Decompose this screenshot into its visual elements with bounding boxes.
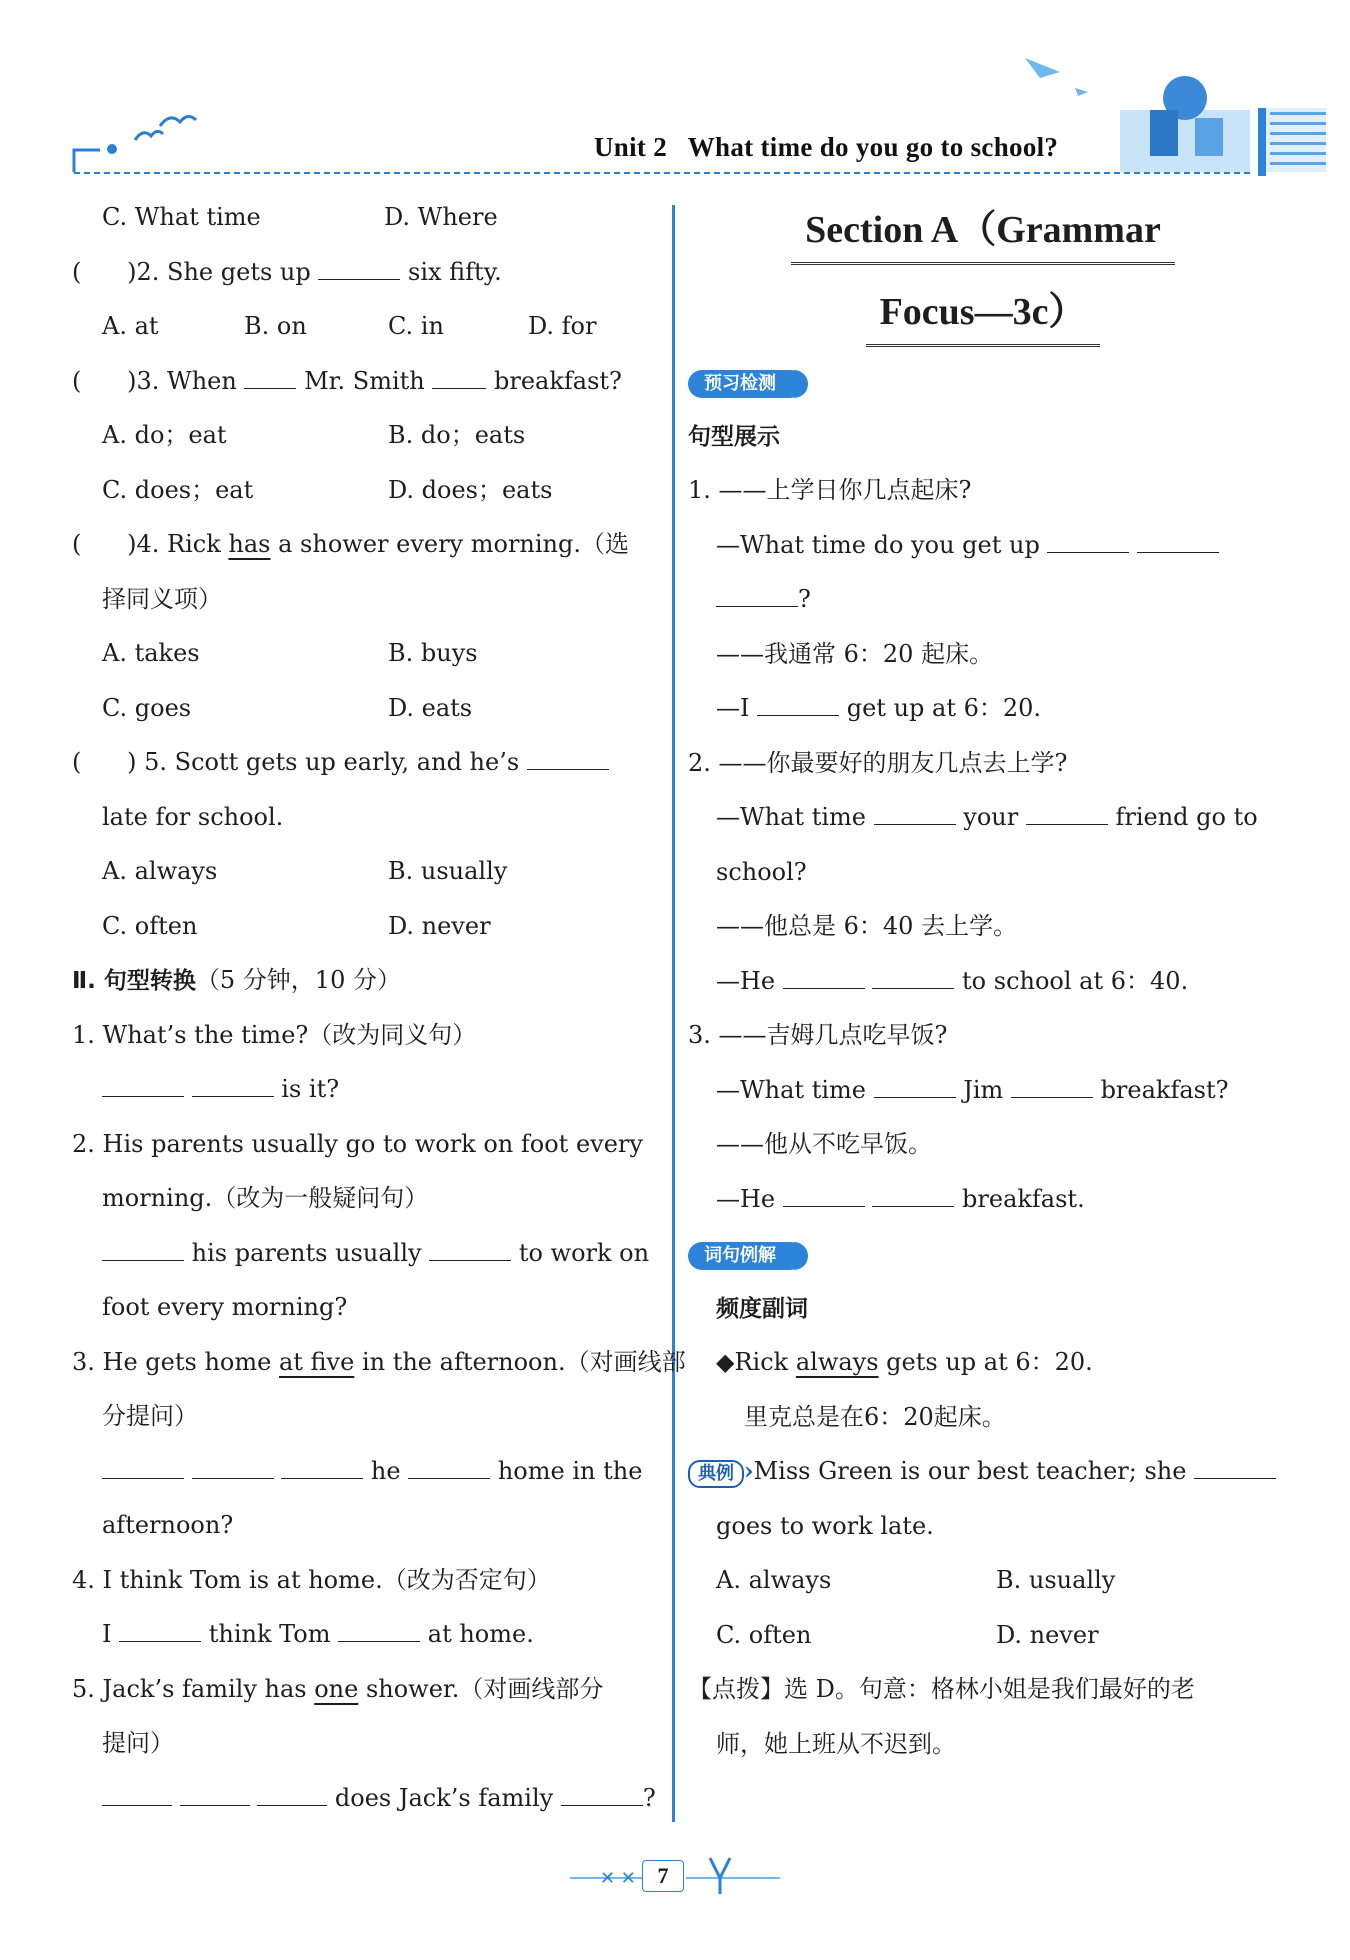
question-line	[72, 1171, 662, 1226]
text-fragment: Jim	[955, 1075, 1011, 1104]
answer-blank[interactable]	[1137, 534, 1219, 553]
question-line	[72, 1062, 662, 1117]
text-fragment: —He	[716, 1184, 783, 1213]
sentence-exercises	[688, 463, 1278, 1226]
text-fragment: 5. Jack’s family has	[72, 1674, 315, 1703]
text-fragment: at home.	[420, 1620, 534, 1648]
question-line	[72, 245, 662, 300]
answer-blank[interactable]	[1011, 1079, 1093, 1098]
text-fragment: ( )3. When	[72, 366, 245, 395]
question-line	[72, 1389, 662, 1444]
text-fragment	[184, 1457, 192, 1485]
answer-blank[interactable]	[757, 697, 839, 716]
answer-blank[interactable]	[783, 970, 865, 989]
example-options	[688, 1553, 1278, 1608]
answer-blank[interactable]	[192, 1460, 274, 1479]
text-fragment: 2. His parents usually go to work on foot every	[72, 1129, 643, 1158]
options-row	[72, 844, 662, 899]
options-row	[72, 408, 662, 463]
answer-blank[interactable]	[429, 1242, 511, 1261]
answer-blank[interactable]	[872, 970, 954, 989]
answer-blank[interactable]	[102, 1078, 184, 1097]
question-line	[72, 1607, 662, 1662]
answer-option[interactable]: A. always	[102, 857, 218, 885]
answer-blank[interactable]	[119, 1623, 201, 1642]
answer-option[interactable]: A. always	[716, 1566, 832, 1594]
text-fragment: does Jack’s family	[327, 1783, 561, 1812]
text-fragment: afternoon?	[102, 1511, 234, 1539]
bird-icon	[135, 131, 163, 140]
page-number: 7	[642, 1860, 684, 1892]
text-fragment: home in the	[490, 1456, 643, 1485]
answer-option[interactable]: D. Where	[384, 203, 498, 231]
text-fragment: 3. ——吉姆几点吃早饭?	[688, 1021, 948, 1049]
question-line	[72, 1444, 662, 1499]
text-fragment: ?	[642, 1783, 656, 1812]
answer-option[interactable]: C. in	[388, 312, 444, 340]
answer-blank[interactable]	[716, 588, 798, 607]
text-fragment: get up at 6：20.	[839, 694, 1042, 722]
answer-option[interactable]: B. buys	[388, 639, 478, 667]
text-fragment: friend go to	[1107, 803, 1258, 831]
page-header	[0, 0, 1350, 180]
page-footer	[560, 1850, 790, 1900]
answer-blank[interactable]	[1047, 534, 1129, 553]
answer-blank[interactable]	[244, 370, 296, 389]
tip-line-cont: 师，她上班从不迟到。	[716, 1729, 956, 1758]
page-header-title: Unit 2 What time do you go to school?	[594, 132, 1059, 162]
sentence-line	[688, 954, 1278, 1009]
example-options	[688, 1608, 1278, 1663]
text-fragment: his parents usually	[184, 1238, 430, 1267]
bird-icon	[160, 116, 196, 126]
text-fragment: —I	[716, 694, 758, 722]
example-translation: 里克总是在6：20起床。	[744, 1402, 1006, 1431]
options-row	[72, 681, 662, 736]
header-divider	[74, 172, 1250, 174]
answer-blank[interactable]	[318, 261, 400, 280]
text-fragment: foot every morning?	[102, 1293, 348, 1321]
text-fragment: 分提问）	[102, 1402, 198, 1430]
answer-option[interactable]: C. What time	[102, 203, 261, 231]
answer-option[interactable]: B. usually	[388, 857, 508, 885]
section-title-line-2: Focus—3c）	[688, 272, 1278, 354]
text-fragment	[1129, 531, 1137, 559]
options-row	[72, 463, 662, 518]
text-fragment: is it?	[273, 1075, 340, 1103]
question-line	[72, 1335, 686, 1390]
paper-plane-icon	[1025, 58, 1060, 78]
column-divider	[672, 205, 675, 1822]
text-fragment: Mr. Smith	[296, 366, 433, 395]
question-line	[72, 1771, 662, 1826]
text-fragment: 提问）	[102, 1729, 174, 1757]
question-line	[72, 1498, 662, 1553]
pinwheel-icon	[710, 1858, 730, 1894]
text-fragment: think Tom	[201, 1620, 339, 1648]
question-line	[72, 517, 662, 572]
answer-blank[interactable]	[102, 1242, 184, 1261]
text-fragment: breakfast?	[1092, 1075, 1229, 1104]
question-line	[72, 354, 662, 409]
left-column	[72, 190, 686, 1825]
badge-preview-check: 预习检测	[688, 370, 804, 398]
text-fragment: shower.（对画线部分	[358, 1674, 604, 1703]
answer-option[interactable]: C. often	[716, 1620, 812, 1649]
text-fragment: ——我通常 6：20 起床。	[716, 639, 994, 668]
question-line	[72, 735, 662, 790]
underlined-word: has	[228, 530, 271, 558]
text-fragment: to work on	[511, 1238, 650, 1267]
answer-blank[interactable]	[1026, 806, 1108, 825]
answer-blank[interactable]	[257, 1787, 327, 1806]
answer-blank[interactable]	[527, 751, 609, 770]
answer-blank[interactable]	[874, 1079, 956, 1098]
options-row	[72, 190, 662, 245]
text-fragment: school?	[716, 857, 807, 886]
question-line	[72, 1553, 662, 1608]
answer-blank[interactable]	[281, 1460, 363, 1479]
text-fragment: a shower every morning.（选	[270, 530, 630, 558]
text-fragment	[865, 1185, 873, 1213]
options-row	[72, 899, 662, 954]
text-fragment: I	[102, 1620, 120, 1648]
sentence-line	[688, 518, 1278, 573]
text-fragment	[172, 1784, 180, 1812]
answer-option[interactable]: B. usually	[996, 1566, 1116, 1594]
text-fragment: ( )4. Rick	[72, 530, 229, 558]
answer-blank[interactable]	[408, 1460, 490, 1479]
exercise-heading	[72, 953, 662, 1008]
sentence-heading: 句型展示	[688, 423, 780, 450]
topic-heading: 频度副词	[716, 1295, 808, 1322]
question-line	[72, 1226, 662, 1281]
question-line	[72, 790, 662, 845]
answer-option[interactable]: D. does；eats	[388, 475, 553, 504]
sentence-line	[688, 1063, 1278, 1118]
text-fragment: 4. I think Tom is at home.（改为否定句）	[72, 1565, 551, 1594]
text-fragment: —What time do you get up	[716, 530, 1048, 559]
answer-option[interactable]: D. never	[996, 1620, 1099, 1649]
sentence-line	[688, 681, 1278, 736]
text-fragment: ◆Rick	[716, 1348, 796, 1376]
answer-blank[interactable]	[102, 1460, 184, 1479]
answer-blank[interactable]	[192, 1078, 274, 1097]
sentence-line	[688, 627, 1278, 682]
section-title-line-1: Section A（Grammar	[688, 190, 1278, 272]
text-fragment: ——他总是 6：40 去上学。	[716, 912, 1018, 940]
example-tag: 典例	[688, 1460, 744, 1488]
sentence-line	[688, 463, 1278, 518]
question-line	[72, 1008, 662, 1063]
question-line	[72, 572, 662, 627]
exercise-heading-time: （5 分钟，10 分）	[195, 966, 401, 994]
text-fragment: ( ) 5. Scott gets up early, and he’s	[72, 748, 527, 776]
text-fragment	[184, 1075, 192, 1103]
question-line	[72, 1662, 662, 1717]
text-fragment: —He	[716, 966, 783, 995]
text-fragment	[865, 967, 873, 995]
answer-option[interactable]: C. often	[102, 911, 198, 940]
answer-option[interactable]: B. do；eats	[388, 421, 526, 449]
text-fragment: ?	[798, 585, 811, 613]
answer-blank[interactable]	[561, 1787, 643, 1806]
answer-option[interactable]: B. on	[244, 312, 307, 340]
right-column	[688, 190, 1278, 1771]
answer-option[interactable]: C. does；eat	[102, 475, 254, 504]
text-fragment: 1. ——上学日你几点起床?	[688, 476, 972, 504]
chevron-right-icon: ›	[744, 1456, 754, 1485]
answer-blank[interactable]	[783, 1188, 865, 1207]
sentence-line	[688, 790, 1278, 845]
sentence-line	[688, 1008, 1278, 1063]
text-fragment: to school at 6：40.	[954, 966, 1189, 995]
text-fragment: Miss Green is our best teacher; she	[753, 1457, 1195, 1485]
text-fragment: 2. ——你最要好的朋友几点去上学?	[688, 748, 1068, 777]
svg-text:✕ ✕: ✕ ✕	[600, 1868, 636, 1889]
badge-word-explanation: 词句例解	[688, 1242, 804, 1270]
text-fragment: late for school.	[102, 802, 284, 831]
question-line	[72, 1716, 662, 1771]
text-fragment: 1. What’s the time?（改为同义句）	[72, 1020, 477, 1049]
text-fragment: gets up at 6：20.	[878, 1348, 1093, 1376]
text-fragment: breakfast.	[954, 1184, 1085, 1213]
example-question	[688, 1444, 1278, 1499]
answer-blank[interactable]	[874, 806, 956, 825]
options-row	[72, 299, 662, 354]
text-fragment: 择同义项）	[102, 584, 222, 613]
text-fragment: your	[955, 803, 1026, 831]
text-fragment: breakfast?	[486, 366, 622, 395]
answer-option[interactable]: D. eats	[388, 693, 473, 722]
answer-blank[interactable]	[432, 370, 486, 389]
answer-blank[interactable]	[872, 1188, 954, 1207]
answer-blank[interactable]	[180, 1787, 250, 1806]
text-fragment: 3. He gets home	[72, 1347, 279, 1376]
answer-blank[interactable]	[338, 1623, 420, 1642]
text-fragment: in the afternoon.（对画线部	[354, 1347, 686, 1376]
options-row	[72, 626, 662, 681]
question-line	[72, 1280, 662, 1335]
underlined-word: one	[314, 1674, 359, 1703]
text-fragment: —What time	[716, 803, 874, 831]
tip-line: 【点拨】选 D。句意：格林小姐是我们最好的老	[688, 1675, 1195, 1703]
text-fragment: ——他从不吃早饭。	[716, 1130, 932, 1158]
sentence-line	[688, 1117, 1278, 1172]
text-fragment	[250, 1784, 258, 1812]
exercise-heading-title: Ⅱ. 句型转换	[72, 968, 196, 994]
sentence-line	[688, 845, 1278, 900]
underlined-word: always	[795, 1348, 879, 1376]
text-fragment: —What time	[716, 1075, 874, 1104]
question-line	[72, 1117, 662, 1172]
answer-option[interactable]: C. goes	[102, 693, 192, 722]
sentence-line	[688, 736, 1278, 791]
answer-option[interactable]: A. at	[102, 312, 159, 340]
answer-blank[interactable]	[1194, 1460, 1276, 1479]
answer-option[interactable]: D. for	[528, 312, 597, 340]
text-fragment: six fifty.	[400, 257, 502, 286]
sentence-line	[688, 1172, 1278, 1227]
answer-option[interactable]: A. do；eat	[102, 421, 227, 449]
answer-option[interactable]: D. never	[388, 911, 491, 940]
sentence-line	[688, 572, 1278, 627]
text-fragment: morning.（改为一般疑问句）	[102, 1184, 429, 1212]
answer-blank[interactable]	[102, 1787, 172, 1806]
sentence-line	[688, 899, 1278, 954]
text-fragment: ( )2. She gets up	[72, 257, 319, 286]
text-fragment: he	[363, 1456, 409, 1485]
answer-option[interactable]: A. takes	[102, 639, 200, 667]
example-sentence	[688, 1335, 1278, 1390]
example-question-cont: goes to work late.	[716, 1511, 934, 1540]
text-fragment	[274, 1457, 282, 1485]
underlined-word: at five	[278, 1347, 355, 1376]
